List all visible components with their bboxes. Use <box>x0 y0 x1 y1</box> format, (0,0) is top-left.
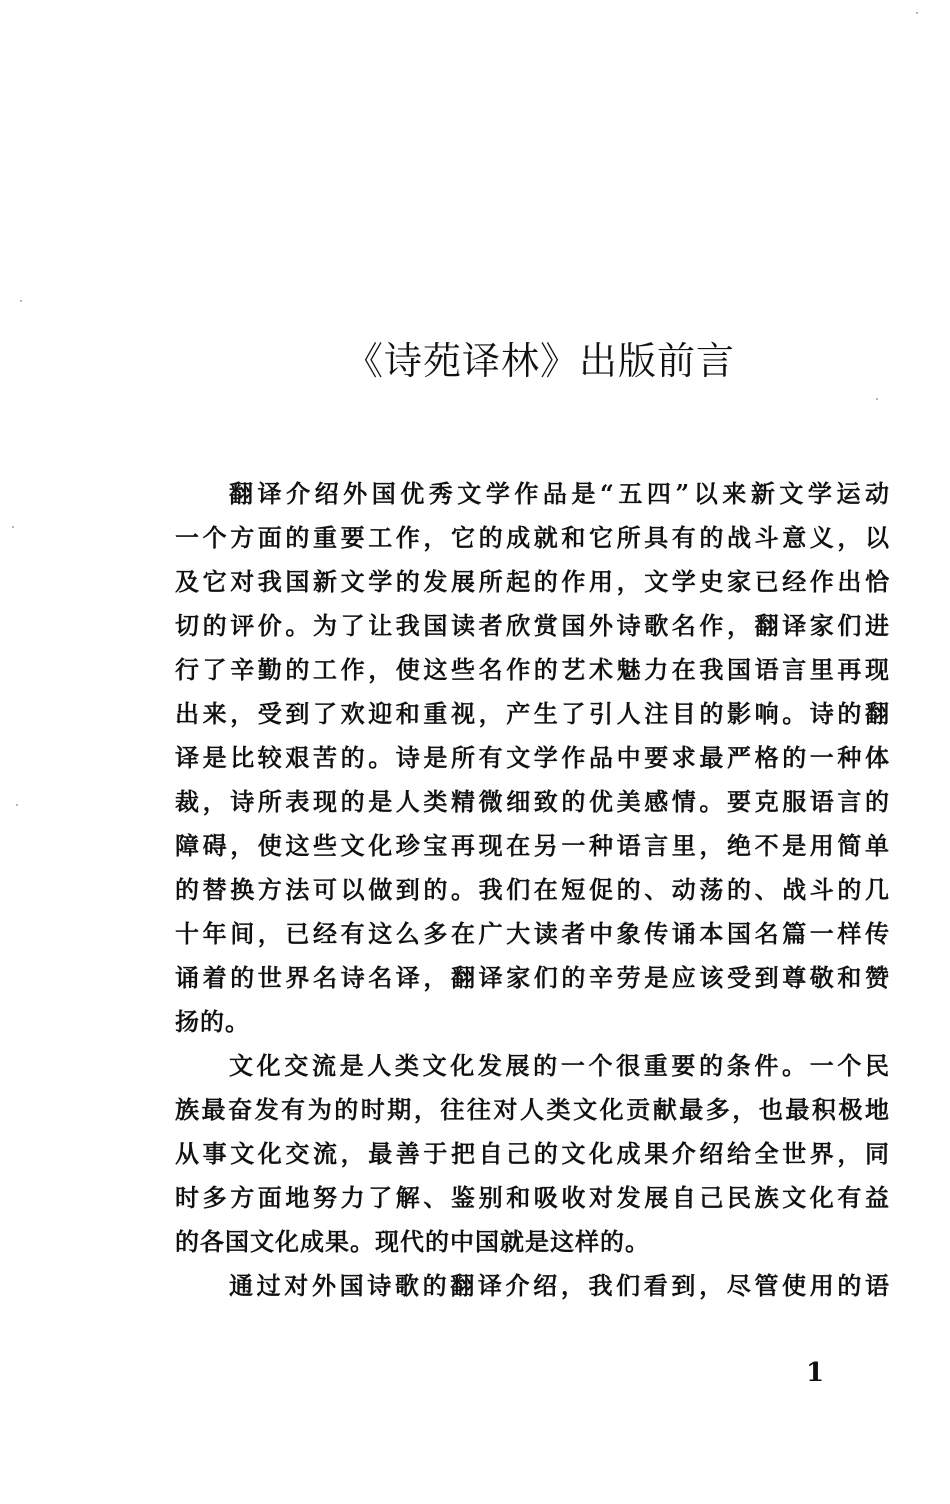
scan-speck <box>12 526 14 528</box>
paragraph-2-line-2: 族最奋发有为的时期，往往对人类文化贡献最多，也最积极地 <box>175 1095 890 1124</box>
scan-speck <box>916 12 918 14</box>
paragraph-1-line-8: 裁，诗所表现的是人类精微细致的优美感情。要克服语言的 <box>175 787 890 816</box>
paragraph-1-line-11: 十年间，已经有这么多在广大读者中象传诵本国名篇一样传 <box>175 919 890 948</box>
paragraph-1-line-13: 扬的。 <box>175 1007 250 1036</box>
paragraph-1-line-3: 及它对我国新文学的发展所起的作用，文学史家已经作出恰 <box>175 567 890 596</box>
paragraph-1-line-6: 出来，受到了欢迎和重视，产生了引人注目的影响。诗的翻 <box>175 699 890 728</box>
scan-speck <box>16 804 18 806</box>
paragraph-1-line-1: 翻译介绍外国优秀文学作品是“五四”以来新文学运动 <box>229 479 890 508</box>
paragraph-1-line-12: 诵着的世界名诗名译，翻译家们的辛劳是应该受到尊敬和赞 <box>175 963 890 992</box>
page-number: 1 <box>806 1358 825 1388</box>
paragraph-2-line-3: 从事文化交流，最善于把自己的文化成果介绍给全世界，同 <box>175 1139 890 1168</box>
paragraph-2-line-5: 的各国文化成果。现代的中国就是这样的。 <box>175 1227 650 1256</box>
paragraph-1-line-4: 切的评价。为了让我国读者欣赏国外诗歌名作，翻译家们进 <box>175 611 890 640</box>
paragraph-1-line-10: 的替换方法可以做到的。我们在短促的、动荡的、战斗的几 <box>175 875 890 904</box>
paragraph-3-line-1: 通过对外国诗歌的翻译介绍，我们看到，尽管使用的语 <box>229 1271 890 1300</box>
paragraph-2-line-1: 文化交流是人类文化发展的一个很重要的条件。一个民 <box>229 1051 890 1080</box>
paragraph-2-line-4: 时多方面地努力了解、鉴别和吸收对发展自己民族文化有益 <box>175 1183 890 1212</box>
scan-speck <box>876 398 878 400</box>
paragraph-1-line-9: 障碍，使这些文化珍宝再现在另一种语言里，绝不是用简单 <box>175 831 890 860</box>
paragraph-1-line-2: 一个方面的重要工作，它的成就和它所具有的战斗意义，以 <box>175 523 890 552</box>
paragraph-1-line-5: 行了辛勤的工作，使这些名作的艺术魅力在我国语言里再现 <box>175 655 890 684</box>
scan-speck <box>20 300 22 302</box>
preface-body <box>175 472 890 1308</box>
page-title: 《诗苑译林》出版前言 <box>345 339 736 383</box>
paragraph-1-line-7: 译是比较艰苦的。诗是所有文学作品中要求最严格的一种体 <box>175 743 890 772</box>
